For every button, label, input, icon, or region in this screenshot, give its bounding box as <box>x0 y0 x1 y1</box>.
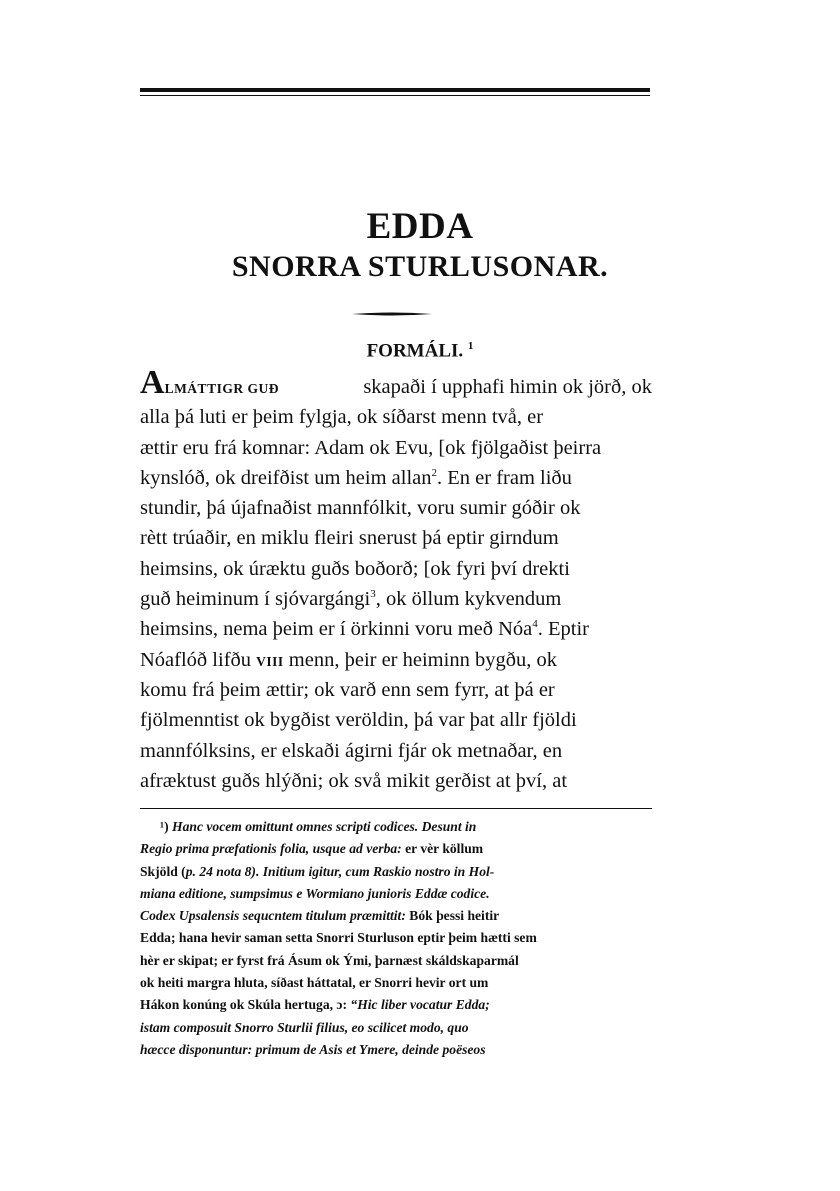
line-text <box>140 645 557 675</box>
footnote-line <box>140 883 652 905</box>
footnote-italic: p. 24 nota 8). Initium igitur, cum Raskio nostro in Hol- <box>185 863 495 879</box>
footnote-line <box>140 1039 652 1061</box>
footnote-line <box>140 905 652 927</box>
footnote-text <box>140 905 499 927</box>
line-text <box>140 463 572 493</box>
section-note-ref: 1 <box>467 340 474 352</box>
line-segment: menn, þeir er heiminn bygðu, ok <box>288 648 557 671</box>
text-line: afræktust guðs hlýðni; ok svå mikit gerðist at því, at <box>140 769 568 792</box>
text-line: komu frá þeim ættir; ok varð enn sem fyrr, at þá er <box>140 678 555 701</box>
line-text <box>140 584 561 614</box>
text-line <box>140 463 652 493</box>
footnote-roman: Skjöld ( <box>140 863 186 879</box>
section-heading <box>0 340 840 362</box>
footnote-roman: er vèr köllum <box>405 841 484 857</box>
text-line: alla þá luti er þeim fylgja, ok síðarst menn två, er <box>140 406 544 429</box>
section-heading-text: FORMÁLI. <box>366 340 464 362</box>
footnote-line <box>140 816 652 838</box>
line-segment: Nóaflóð lifðu <box>140 648 252 671</box>
opening-smallcaps: LMÁTTIGR GUÐ <box>164 381 279 396</box>
footnote-italic: Codex Upsalensis sequcntem titulum præmittit: <box>140 908 406 924</box>
footnote-text <box>140 994 490 1016</box>
line-segment: , ok öllum kykvendum <box>375 588 562 611</box>
text-line: fjölmenntist ok bygðist veröldin, þá var þat allr fjöldi <box>140 709 577 732</box>
book-subtitle: SNORRA STURLUSONAR. <box>231 250 609 283</box>
header-rule-thin <box>140 95 650 96</box>
line-segment: kynslóð, ok dreifðist um heim allan <box>140 466 432 489</box>
text-line: ættir eru frá komnar: Adam ok Evu, [ok fjölgaðist þeirra <box>140 436 602 459</box>
line-segment: . En er fram liðu <box>437 466 572 489</box>
footnote-italic: miana editione, sumpsimus e Wormiano junioris Eddæ codice. <box>140 885 490 901</box>
ornament-rule <box>352 311 432 317</box>
line-segment: heimsins, nema þeim er í örkinni voru með Nóa <box>140 618 533 641</box>
footnotes <box>140 816 652 1061</box>
note-ref: 4 <box>532 618 538 631</box>
text-line: stundir, þá újafnaðist mannfólkit, voru sumir góðir ok <box>140 497 581 520</box>
main-text <box>140 364 652 796</box>
text-line <box>140 614 652 644</box>
roman-numeral: VIII <box>256 653 284 669</box>
footnote-line: hèr er skipat; er fyrst frá Ásum ok Ými, þarnæst skáldskaparmál <box>140 952 519 968</box>
footnote-text <box>140 861 494 883</box>
text-line <box>140 364 652 402</box>
footnote-separator <box>140 808 652 809</box>
footnote-italic: Hanc vocem omittunt omnes scripti codices. Desunt in <box>172 819 477 834</box>
footnote-line: ok heiti margra hluta, síðast háttatal, er Snorri hevir ort um <box>140 975 489 991</box>
text-line <box>140 584 652 614</box>
text-line: rètt trúaðir, en miklu fleiri snerust þá eptir girndum <box>140 527 559 550</box>
footnote-roman: Bók þessi heitir <box>409 908 500 924</box>
drop-cap: A <box>140 364 165 401</box>
footnote-roman: Hákon konúng ok Skúla hertuga, ɔ: <box>140 997 347 1013</box>
line-segment: guð heiminum í sjóvargángi <box>140 588 371 611</box>
footnote-ref: ¹) <box>160 819 169 834</box>
book-title: EDDA <box>366 206 474 247</box>
footnote-italic: “Hic liber vocatur Edda; <box>350 997 490 1013</box>
footnote-text <box>140 838 483 860</box>
note-ref: 3 <box>370 588 376 601</box>
footnote-line <box>140 838 652 860</box>
footnote-italic: hæcce disponuntur: primum de Asis et Ymere, deinde poëseos <box>140 1041 486 1057</box>
footnote-line <box>140 994 652 1016</box>
text-line: mannfólksins, er elskaði ágirni fjár ok metnaðar, en <box>140 739 563 762</box>
footnote-line <box>140 1017 652 1039</box>
line-text: skapaði í upphafi himin ok jörð, ok <box>363 376 652 398</box>
note-ref: 2 <box>431 467 438 480</box>
text-line <box>140 645 652 675</box>
line-segment: . Eptir <box>537 618 590 641</box>
header-rule-thick <box>140 88 650 92</box>
text-line: heimsins, ok úræktu guðs boðorð; [ok fyri því drekti <box>140 557 570 580</box>
footnote-italic: istam composuit Snorro Sturlii filius, eo scilicet modo, quo <box>140 1019 469 1035</box>
footnote-line <box>140 861 652 883</box>
line-opening <box>140 364 279 402</box>
line-text <box>140 614 589 644</box>
footnote-line: Edda; hana hevir saman setta Snorri Sturluson eptir þeim hætti sem <box>140 930 537 946</box>
footnote-italic: Regio prima præfationis folia, usque ad verba: <box>140 841 402 857</box>
footnote-text <box>160 816 476 838</box>
